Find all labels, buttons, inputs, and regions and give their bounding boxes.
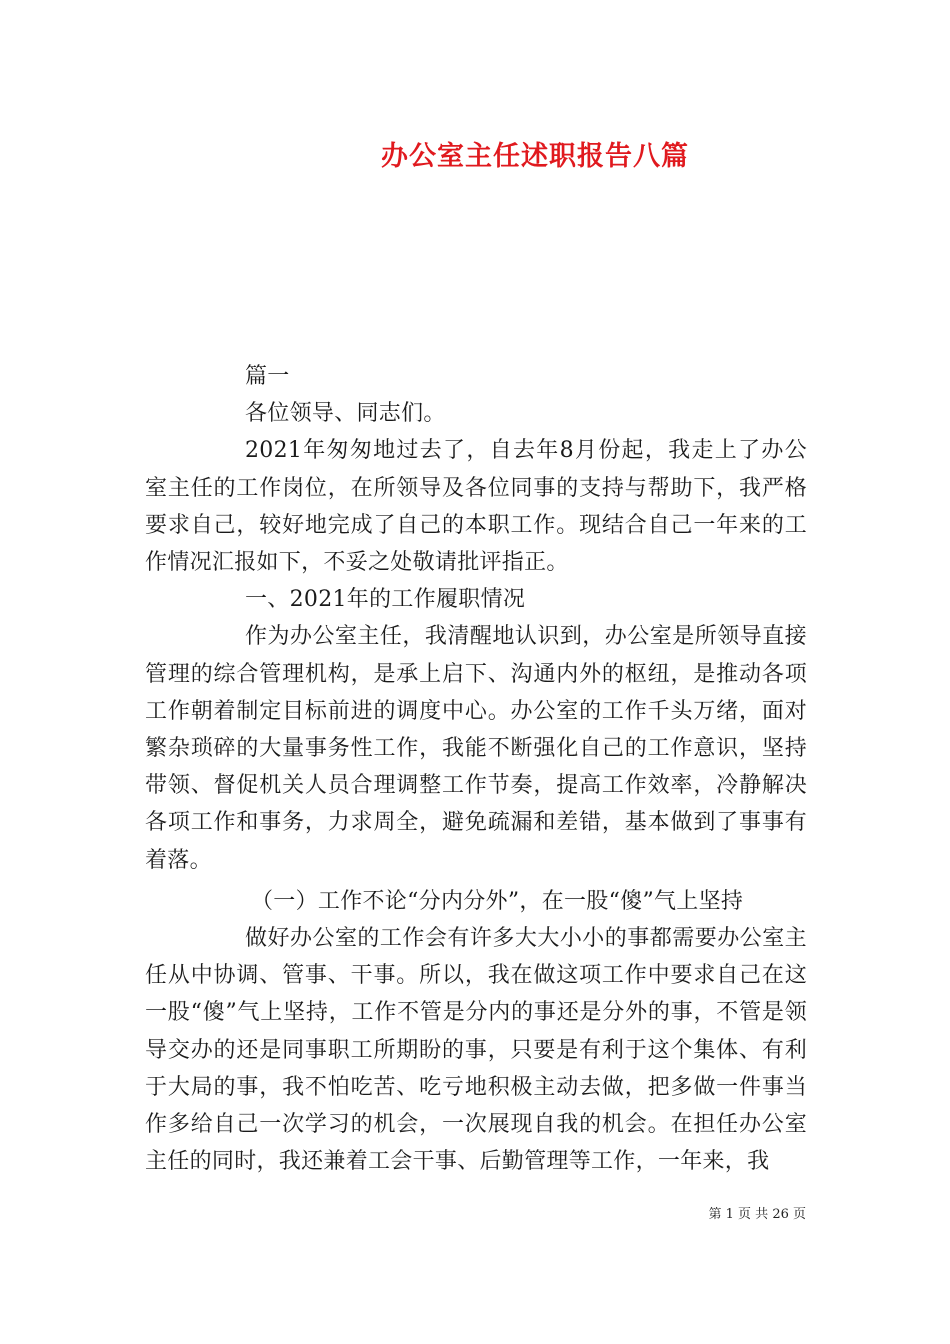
- page-number: 第 1 页 共 26 页: [708, 1207, 806, 1222]
- paragraph-item-one: 做好办公室的工作会有许多大大小小的事都需要办公室主任从中协调、管事、干事。所以，我在做这项工作中要求自己在这一股“傻”气上坚持，工作不管是分内的事还是分外的事，不管是领导交办的还是同事职工所期盼的事，只要是有利于这个集体、有利于大局的事，我不怕吃苦、吃亏地积极主动去做，把多做一件事当作多给自己一次学习的机会，一次展现自我的机会。在担任办公室主任的同时，我还兼着工会干事、后勤管理等工作，一年来，我: [145, 926, 807, 1175]
- paragraph-intro: 2021年匆匆地过去了，自去年8月份起，我走上了办公室主任的工作岗位，在所领导及各位同事的支持与帮助下，我严格要求自己，较好地完成了自己的本职工作。现结合自己一年来的工作情况汇报如下，不妥之处敬请批评指正。: [145, 438, 807, 576]
- subheading-item-one: （一）工作不论“分内分外”，在一股“傻”气上坚持: [251, 888, 744, 914]
- section-heading: 篇一: [245, 364, 290, 389]
- document-title: 办公室主任述职报告八篇: [381, 141, 689, 172]
- salutation: 各位领导、同志们。: [245, 401, 446, 427]
- subheading-one: 一、2021年的工作履职情况: [245, 587, 526, 613]
- paragraph-duties: 作为办公室主任，我清醒地认识到，办公室是所领导直接管理的综合管理机构，是承上启下、沟通内外的枢纽，是推动各项工作朝着制定目标前进的调度中心。办公室的工作千头万绪，面对繁杂琐碎的大量事务性工作，我能不断强化自己的工作意识，坚持带领、督促机关人员合理调整工作节奏，提高工作效率，冷静解决各项工作和事务，力求周全，避免疏漏和差错，基本做到了事事有着落。: [145, 624, 807, 873]
- document-body: [145, 358, 807, 1180]
